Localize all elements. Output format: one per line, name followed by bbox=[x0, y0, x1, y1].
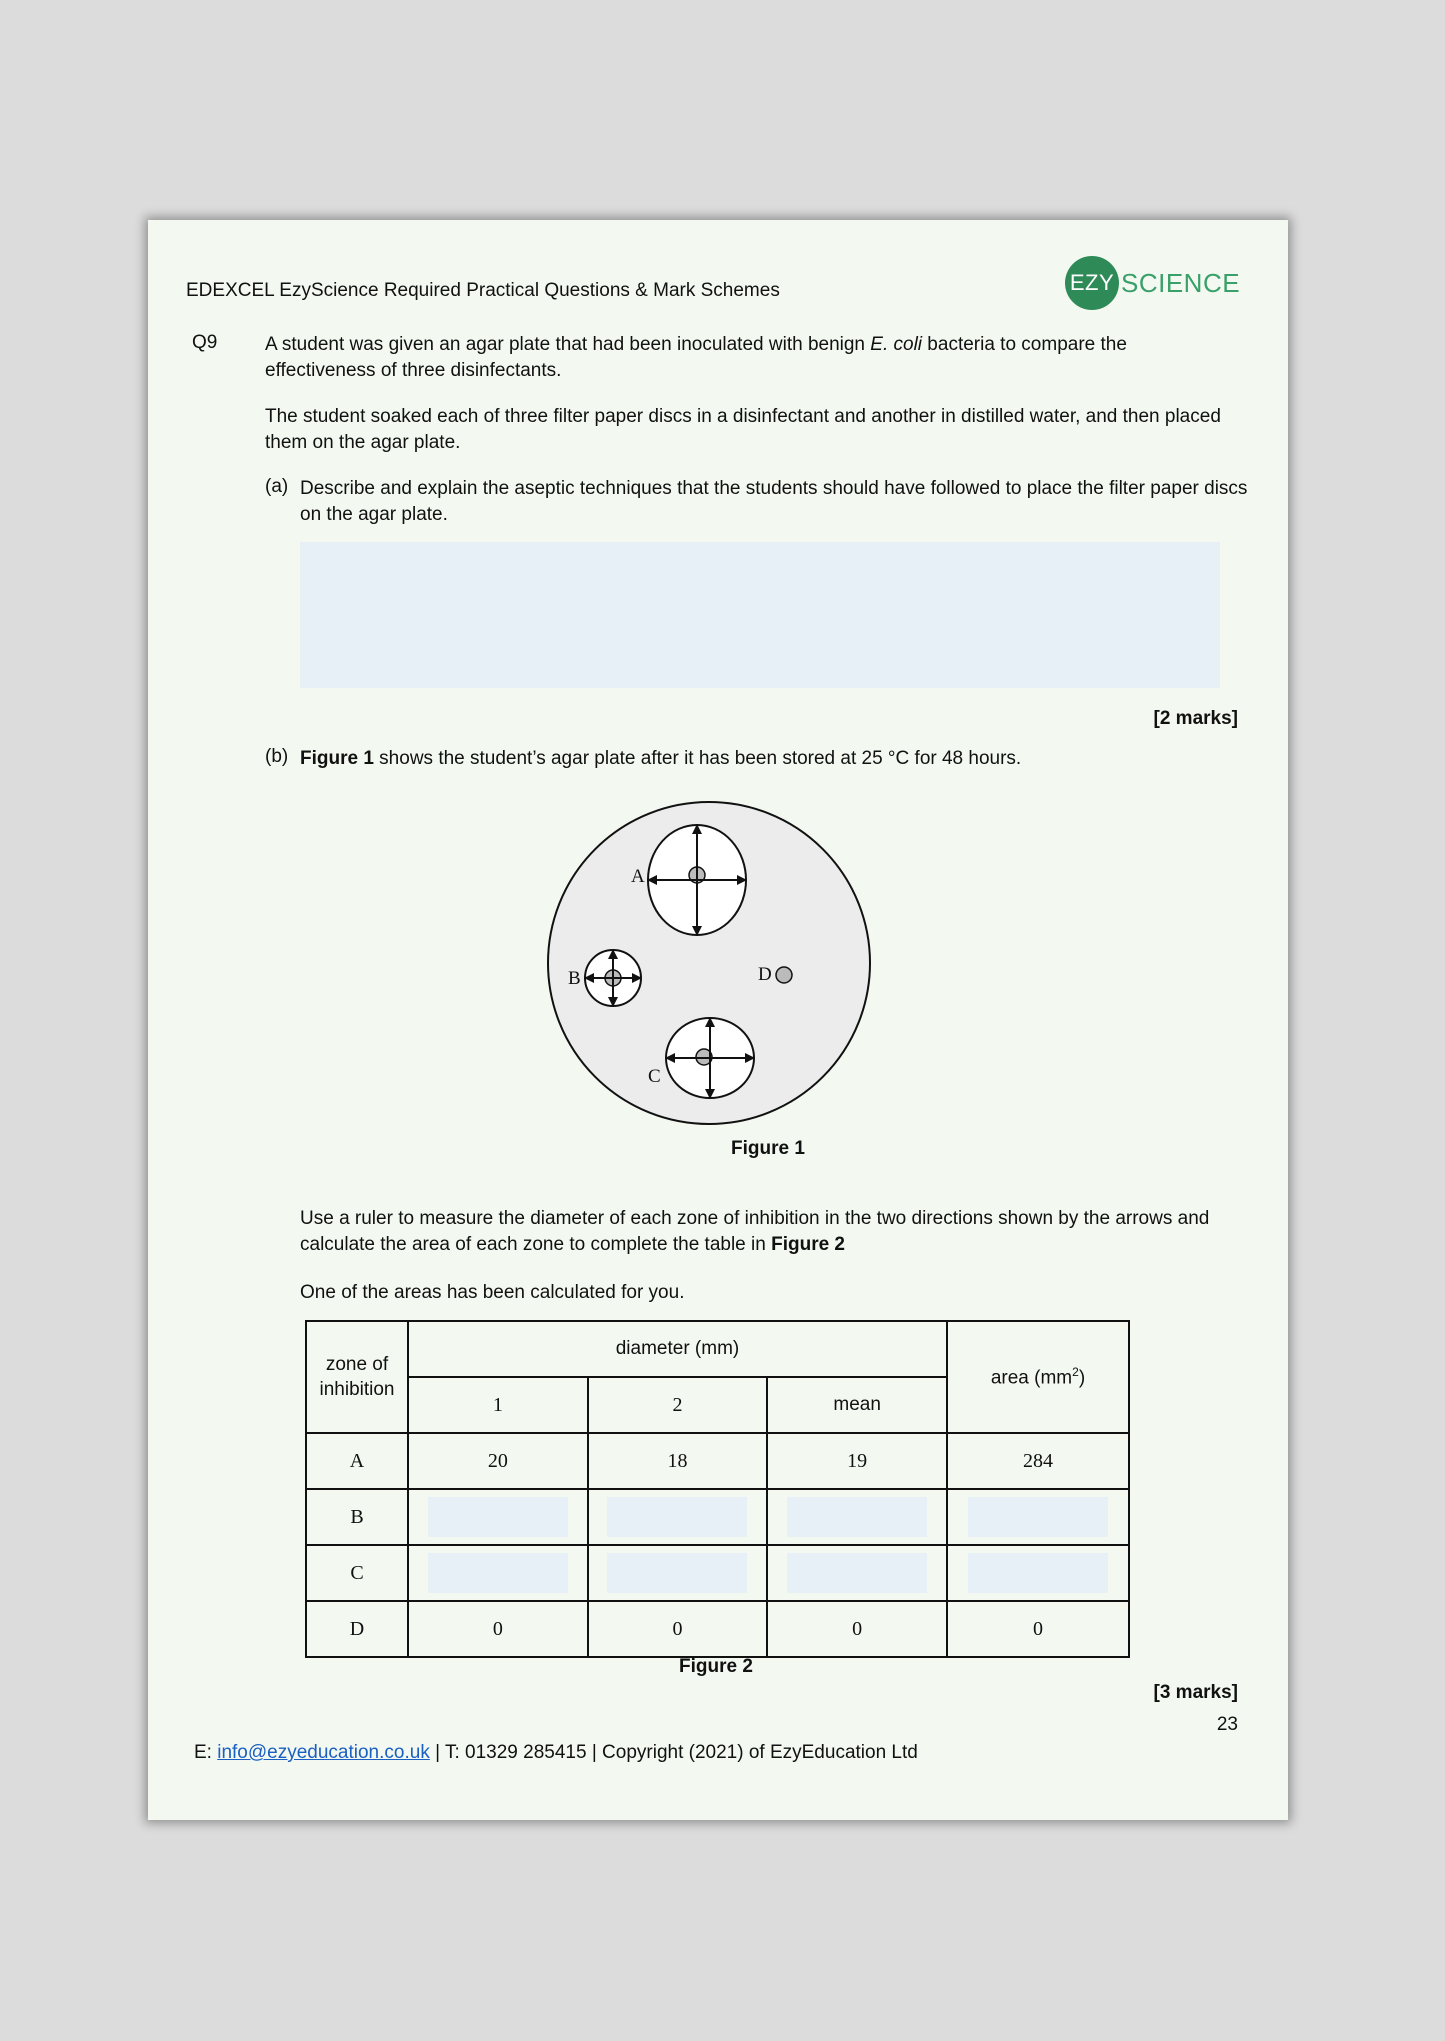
answer-field[interactable] bbox=[968, 1553, 1108, 1593]
label-d: D bbox=[758, 964, 772, 985]
cell-diameter-1: 20 bbox=[408, 1433, 588, 1489]
cell-zone: A bbox=[306, 1433, 408, 1489]
question-number: Q9 bbox=[192, 332, 218, 353]
cell-area-input[interactable] bbox=[947, 1545, 1129, 1601]
zone-b bbox=[585, 950, 641, 1006]
cell-diameter-2: 0 bbox=[588, 1601, 768, 1657]
logo-badge: EZY bbox=[1065, 256, 1119, 310]
footer-email-prefix: E: bbox=[194, 1742, 218, 1763]
cell-diameter-1: 0 bbox=[408, 1601, 588, 1657]
cell-area-input[interactable] bbox=[947, 1489, 1129, 1545]
answer-field[interactable] bbox=[428, 1497, 568, 1537]
cell-diameter-2-input[interactable] bbox=[588, 1545, 768, 1601]
header-area bbox=[947, 1321, 1129, 1433]
answer-field[interactable] bbox=[968, 1497, 1108, 1537]
part-b-text bbox=[300, 746, 1260, 772]
cell-diameter-1-input[interactable] bbox=[408, 1489, 588, 1545]
cell-diameter-1-input[interactable] bbox=[408, 1545, 588, 1601]
cell-diameter-2: 18 bbox=[588, 1433, 768, 1489]
table-row-d bbox=[306, 1601, 1129, 1657]
header-diameter: diameter (mm) bbox=[408, 1321, 947, 1377]
part-a-text: Describe and explain the aseptic techniques that the students should have followed to place the filter paper discs on the agar plate. bbox=[300, 478, 1248, 525]
area-label: area (mm bbox=[990, 1367, 1073, 1389]
ezyscience-logo bbox=[1065, 256, 1240, 310]
header-mean: mean bbox=[767, 1377, 947, 1433]
figure-2-caption: Figure 2 bbox=[679, 1656, 753, 1677]
table-row-b bbox=[306, 1489, 1129, 1545]
part-a-answer-box[interactable] bbox=[300, 542, 1220, 688]
cell-mean-input[interactable] bbox=[767, 1545, 947, 1601]
part-b-figure-ref: Figure 1 bbox=[300, 748, 374, 769]
label-a: A bbox=[631, 866, 645, 887]
area-unit-superscript: 2 bbox=[1072, 1364, 1079, 1379]
header-title: EDEXCEL EzyScience Required Practical Questions & Mark Schemes bbox=[186, 280, 780, 301]
table-row-c bbox=[306, 1545, 1129, 1601]
zone-a bbox=[648, 825, 746, 935]
part-b-note: One of the areas has been calculated for you. bbox=[300, 1282, 685, 1303]
cell-zone: C bbox=[306, 1545, 408, 1601]
table-row-a bbox=[306, 1433, 1129, 1489]
part-b-label: (b) bbox=[265, 746, 289, 767]
instruction-text: Use a ruler to measure the diameter of each zone of inhibition in the two directions shown by the arrows and calculate the area of each zone to complete the table in bbox=[300, 1208, 1210, 1255]
email-link[interactable]: info@ezyeducation.co.uk bbox=[217, 1742, 430, 1763]
zone-c bbox=[666, 1018, 754, 1098]
document-page bbox=[148, 220, 1288, 1820]
footer bbox=[194, 1742, 918, 1764]
cell-mean: 0 bbox=[767, 1601, 947, 1657]
part-b-text-rest: shows the student’s agar plate after it has been stored at 25 °C for 48 hours. bbox=[373, 748, 1022, 769]
page-number: 23 bbox=[1216, 1714, 1238, 1735]
footer-contact: | T: 01329 285415 | Copyright (2021) of EzyEducation Ltd bbox=[429, 1742, 918, 1763]
logo-word: SCIENCE bbox=[1121, 267, 1241, 298]
label-b: B bbox=[568, 968, 581, 989]
cell-mean: 19 bbox=[767, 1433, 947, 1489]
intro-organism: E. coli bbox=[870, 334, 923, 355]
part-b-marks: [3 marks] bbox=[1153, 1682, 1238, 1703]
cell-mean-input[interactable] bbox=[767, 1489, 947, 1545]
part-a-label: (a) bbox=[265, 476, 289, 497]
answer-field[interactable] bbox=[787, 1553, 927, 1593]
cell-area: 0 bbox=[947, 1601, 1129, 1657]
disc-d bbox=[776, 967, 792, 983]
cell-zone: D bbox=[306, 1601, 408, 1657]
label-c: C bbox=[648, 1066, 661, 1087]
answer-field[interactable] bbox=[607, 1497, 747, 1537]
figure-1-caption: Figure 1 bbox=[731, 1138, 805, 1159]
cell-zone: B bbox=[306, 1489, 408, 1545]
part-b-instruction bbox=[300, 1206, 1230, 1258]
answer-field[interactable] bbox=[428, 1553, 568, 1593]
intro-text-start: A student was given an agar plate that had been inoculated with benign bbox=[265, 334, 871, 355]
agar-plate-figure bbox=[544, 798, 874, 1128]
intro-text-end: bacteria to compare the effectiveness of three disinfectants. bbox=[265, 334, 1127, 381]
answer-field[interactable] bbox=[787, 1497, 927, 1537]
cell-diameter-2-input[interactable] bbox=[588, 1489, 768, 1545]
question-intro bbox=[265, 332, 1225, 384]
instruction-figure-ref: Figure 2 bbox=[771, 1234, 845, 1255]
cell-area: 284 bbox=[947, 1433, 1129, 1489]
answer-field[interactable] bbox=[607, 1553, 747, 1593]
header-diameter-2: 2 bbox=[588, 1377, 768, 1433]
header-zone-of-inhibition: zone of inhibition bbox=[306, 1321, 408, 1433]
part-a-marks: [2 marks] bbox=[1153, 708, 1238, 729]
question-setup: The student soaked each of three filter paper discs in a disinfectant and another in distilled water, and then placed them on the agar plate. bbox=[265, 406, 1221, 453]
results-table bbox=[305, 1320, 1130, 1658]
area-label-close: ) bbox=[1078, 1367, 1086, 1389]
header-diameter-1: 1 bbox=[408, 1377, 588, 1433]
